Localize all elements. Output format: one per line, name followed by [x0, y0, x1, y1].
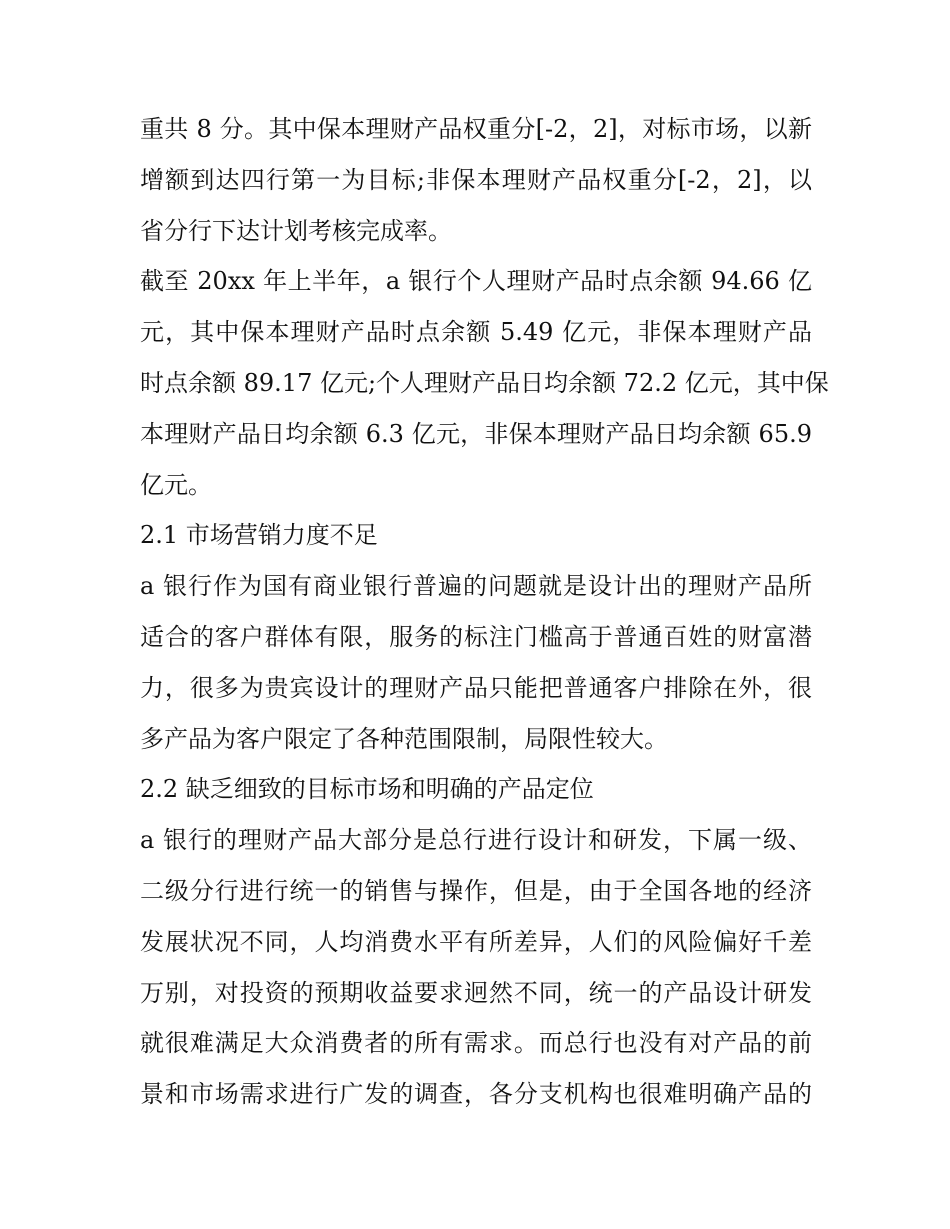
- text-line: 适合的客户群体有限，服务的标注门槛高于普通百姓的财富潜: [140, 622, 812, 651]
- paragraph-positioning-issue: [140, 815, 812, 1120]
- text-line: a 银行的理财产品大部分是总行进行设计和研发，下属一级、: [140, 826, 812, 855]
- text-line: 亿元。: [140, 470, 212, 499]
- text-line: 力，很多为贵宾设计的理财产品只能把普通客户排除在外，很: [140, 673, 812, 702]
- heading-text: 2.2 缺乏细致的目标市场和明确的产品定位: [140, 775, 594, 804]
- paragraph-scoring-weights: [140, 104, 812, 256]
- text-line: 发展状况不同，人均消费水平有所差异，人们的风险偏好千差: [140, 927, 812, 956]
- text-line: 本理财产品日均余额 6.3 亿元，非保本理财产品日均余额 65.9: [140, 419, 812, 448]
- text-line: 时点余额 89.17 亿元;个人理财产品日均余额 72.2 亿元，其中保: [140, 368, 829, 397]
- text-line: 万别，对投资的预期收益要求迥然不同，统一的产品设计研发: [140, 978, 812, 1007]
- text-line: 截至 20xx 年上半年，a 银行个人理财产品时点余额 94.66 亿: [140, 267, 812, 296]
- section-heading-2-1: [140, 510, 812, 561]
- text-line: 元，其中保本理财产品时点余额 5.49 亿元，非保本理财产品: [140, 318, 812, 347]
- text-line: a 银行作为国有商业银行普遍的问题就是设计出的理财产品所: [140, 572, 812, 601]
- text-line: 省分行下达计划考核完成率。: [140, 216, 452, 245]
- text-line: 二级分行进行统一的销售与操作，但是，由于全国各地的经济: [140, 876, 812, 905]
- text-line: 重共 8 分。其中保本理财产品权重分[-2，2]，对标市场，以新: [140, 115, 812, 143]
- heading-text: 2.1 市场营销力度不足: [140, 521, 378, 550]
- text-line: 景和市场需求进行广发的调查，各分支机构也很难明确产品的: [140, 1080, 812, 1109]
- section-heading-2-2: [140, 764, 812, 815]
- text-line: 就很难满足大众消费者的所有需求。而总行也没有对产品的前: [140, 1029, 812, 1058]
- paragraph-marketing-issue: [140, 561, 812, 764]
- paragraph-balance-figures: [140, 256, 829, 510]
- document-body: [140, 104, 829, 1120]
- text-line: 增额到达四行第一为目标;非保本理财产品权重分[-2，2]，以: [140, 165, 812, 194]
- text-line: 多产品为客户限定了各种范围限制，局限性较大。: [140, 724, 668, 753]
